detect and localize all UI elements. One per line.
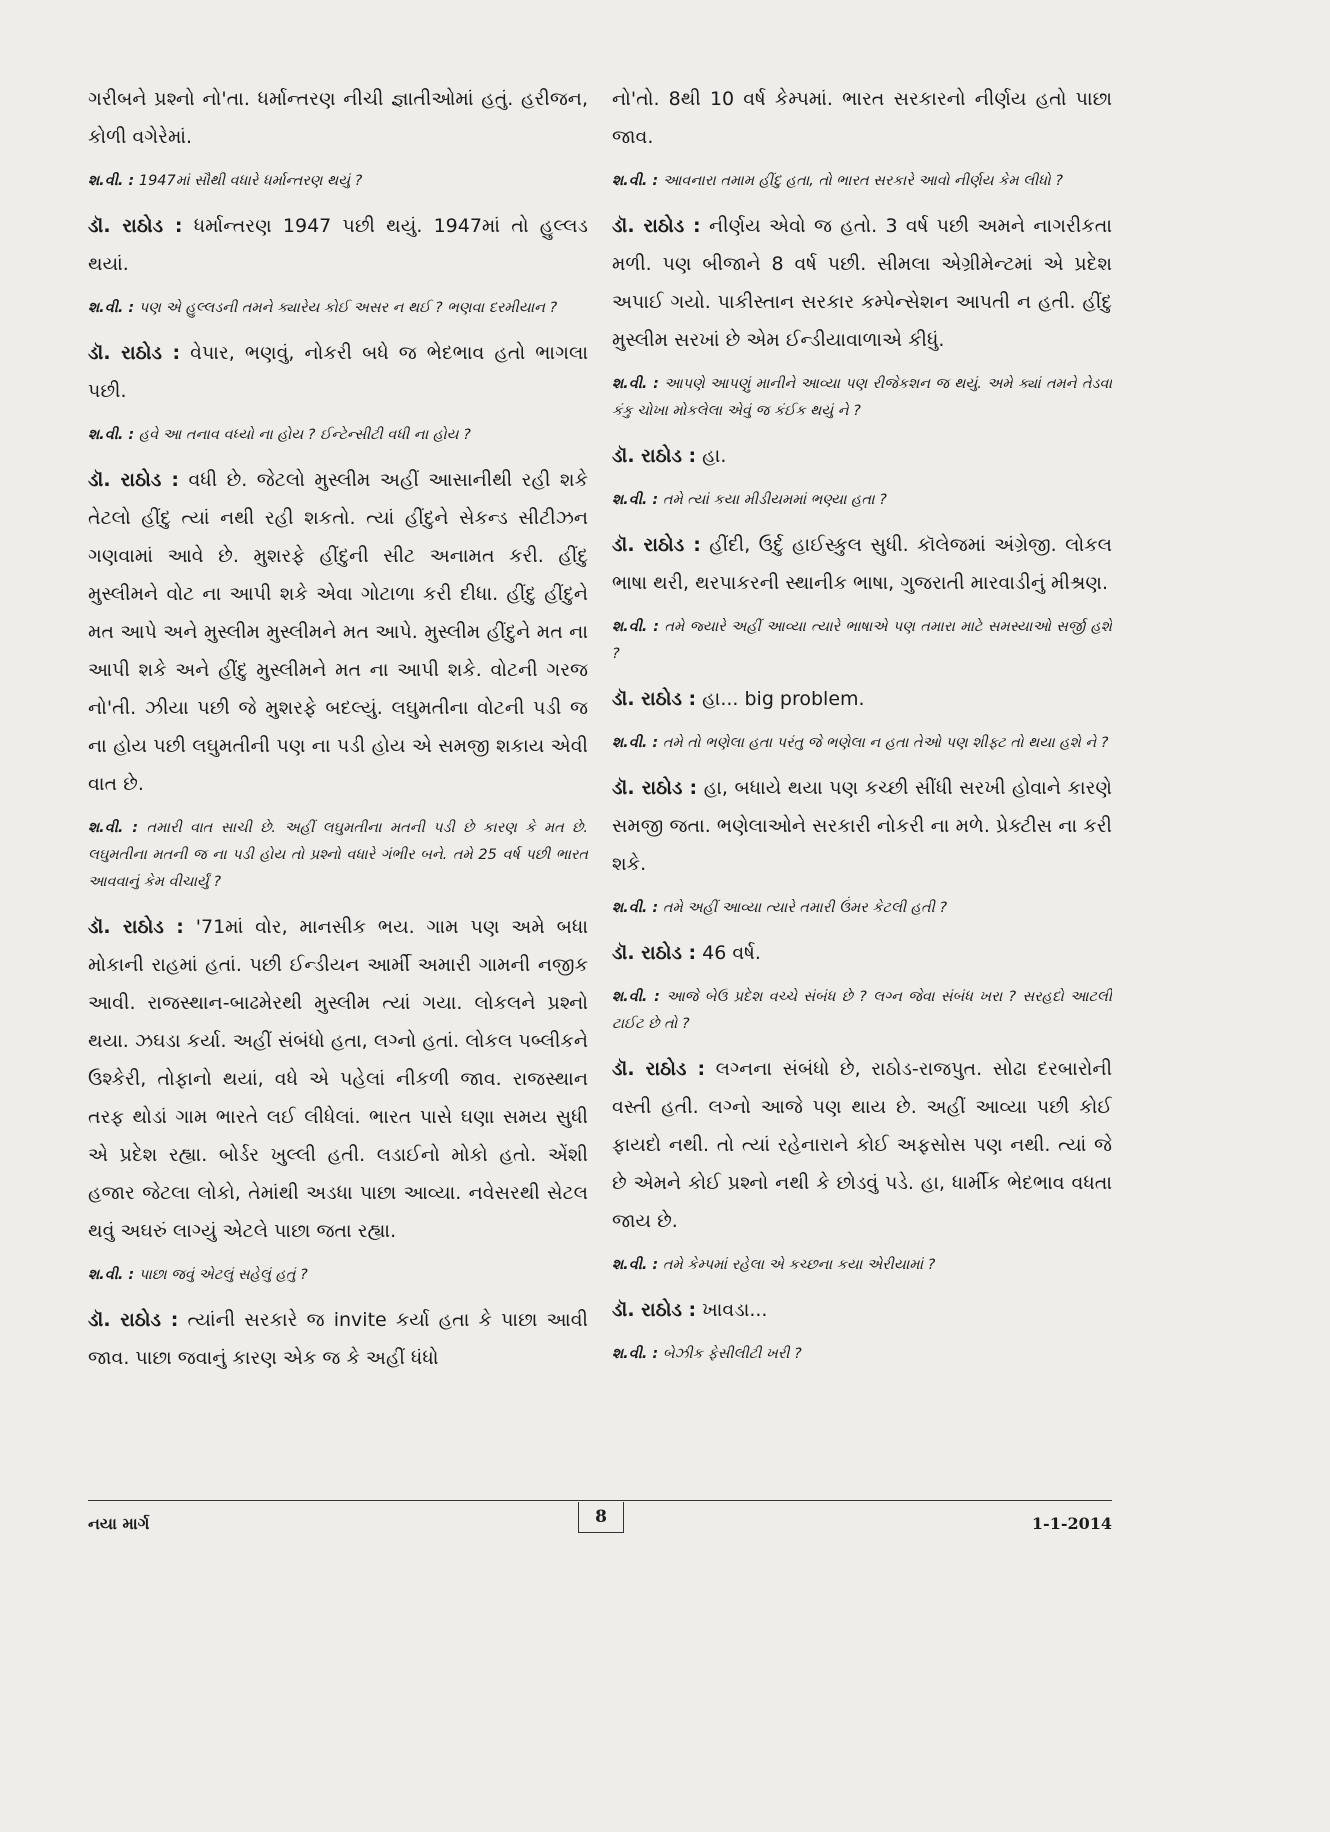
- paragraph-text: ખાવડા...: [702, 1299, 768, 1321]
- speaker-label: શ.વી. :: [612, 1257, 659, 1273]
- interview-question: [88, 815, 588, 896]
- paragraph-text: બેઝીક ફેસીલીટી ખરી ?: [662, 1346, 802, 1362]
- interview-answer: [88, 908, 588, 1250]
- magazine-name: નયા માર્ગ: [88, 1514, 150, 1533]
- interview-answer: [88, 80, 588, 156]
- interview-question: [88, 295, 588, 322]
- left-column: [88, 80, 588, 1490]
- speaker-label: શ.વી. :: [612, 619, 659, 635]
- interview-answer: [612, 526, 1112, 602]
- interview-answer: [612, 207, 1112, 359]
- interview-question: [612, 168, 1112, 195]
- interview-answer: [88, 1301, 588, 1377]
- speaker-label: ડૉ. રાઠોડ :: [88, 916, 184, 938]
- interview-question: [612, 730, 1112, 757]
- paragraph-text: નો'તો. 8થી 10 વર્ષ કેમ્પમાં. ભારત સરકારનો નીર્ણય હતો પાછા જાવ.: [612, 88, 1112, 148]
- interview-question: [88, 168, 588, 195]
- paragraph-text: આવનારા તમામ હીંદુ હતા, તો ભારત સરકારે આવો નીર્ણય કેમ લીધો ?: [662, 173, 1063, 189]
- interview-question: [88, 422, 588, 449]
- speaker-label: ડૉ. રાઠોડ :: [88, 469, 179, 491]
- speaker-label: શ.વી. :: [612, 492, 659, 508]
- speaker-label: ડૉ. રાઠોડ :: [612, 688, 697, 710]
- paragraph-text: તમે તો ભણેલા હતા પરંતુ જે ભણેલા ન હતા તેઓ પણ શીફ્ટ તો થયા હશે ને ?: [662, 735, 1109, 751]
- paragraph-text: આપણે આપણું માનીને આવ્યા પણ રીજેકશન જ થયું. અમે ક્યાં તમને તેડવા કંકુ ચોખા મોકલેલા એવું જ કંઈક થયું ને ?: [612, 376, 1112, 419]
- paragraph-text: તમે કેમ્પમાં રહેલા એ કચ્છના કયા એરીયામાં ?: [662, 1257, 936, 1273]
- speaker-label: ડૉ. રાઠોડ :: [88, 342, 181, 364]
- paragraph-text: નીર્ણય એવો જ હતો. 3 વર્ષ પછી અમને નાગરીકતા મળી. પણ બીજાને 8 વર્ષ પછી. સીમલા એગ્રીમેન્ટમાં એ પ્રદેશ અપાઈ ગયો. પાકીસ્તાન સરકાર કમ્પેન્સેશન આપતી ન હતી. હીંદુ મુસ્લીમ સરખાં છે એમ ઈન્ડીયાવાળાએ કીધું.: [612, 215, 1112, 351]
- speaker-label: શ.વી. :: [88, 173, 135, 189]
- paragraph-text: ગરીબને પ્રશ્નો નો'તા. ધર્માન્તરણ નીચી જ્ઞાતીઓમાં હતું. હરીજન, કોળી વગેરેમાં.: [88, 88, 588, 148]
- interview-answer: [612, 80, 1112, 156]
- paragraph-text: 1947માં સૌથી વધારે ધર્માન્તરણ થયું ?: [138, 173, 363, 189]
- speaker-label: શ.વી. :: [612, 376, 659, 392]
- paragraph-text: તમે ત્યાં કયા મીડીયમમાં ભણ્યા હતા ?: [662, 492, 887, 508]
- paragraph-text: 46 વર્ષ.: [702, 942, 761, 964]
- speaker-label: ડૉ. રાઠોડ :: [612, 215, 701, 237]
- paragraph-text: ધર્માન્તરણ 1947 પછી થયું. 1947માં તો હુલ્લડ થયાં.: [88, 215, 588, 275]
- speaker-label: ડૉ. રાઠોડ :: [612, 1058, 706, 1080]
- speaker-label: શ.વી. :: [612, 989, 660, 1005]
- interview-answer: [88, 334, 588, 410]
- interview-answer: [612, 680, 1112, 718]
- speaker-label: ડૉ. રાઠોડ :: [612, 777, 698, 799]
- paragraph-text: હીંદી, ઉર્દુ હાઈસ્કુલ સુધી. કૉલેજમાં અંગ્રેજી. લોકલ ભાષા થરી, થરપાકરની સ્થાનીક ભાષા, ગુજરાતી મારવાડીનું મીશ્રણ.: [612, 534, 1112, 594]
- speaker-label: ડૉ. રાઠોડ :: [88, 1309, 179, 1331]
- right-column: [612, 80, 1112, 1490]
- interview-question: [612, 614, 1112, 668]
- speaker-label: શ.વી. :: [612, 735, 659, 751]
- interview-question: [612, 984, 1112, 1038]
- paragraph-text: ત્યાંની સરકારે જ invite કર્યા હતા કે પાછા આવી જાવ. પાછા જવાનું કારણ એક જ કે અહીં ધંધો: [88, 1309, 588, 1369]
- paragraph-text: લગ્નના સંબંધો છે, રાઠોડ-રાજપુત. સોઢા દરબારોની વસ્તી હતી. લગ્નો આજે પણ થાય છે. અહીં આવ્યા પછી કોઈ ફાયદો નથી. તો ત્યાં રહેનારાને કોઈ અફસોસ પણ નથી. ત્યાં જે છે એમને કોઈ પ્રશ્નો નથી કે છોડવું પડે. હા, ધાર્મીક ભેદભાવ વધતા જાય છે.: [612, 1058, 1112, 1232]
- interview-question: [612, 371, 1112, 425]
- speaker-label: શ.વી. :: [612, 900, 659, 916]
- interview-question: [612, 1341, 1112, 1368]
- paragraph-text: હા, બધાયે થયા પણ કચ્છી સીંધી સરખી હોવાને કારણે સમજી જતા. ભણેલાઓને સરકારી નોકરી ના મળે. પ્રેક્ટીસ ના કરી શકે.: [612, 777, 1112, 875]
- speaker-label: શ.વી. :: [88, 427, 135, 443]
- paragraph-text: પાછા જવું એટલું સહેલું હતું ?: [138, 1267, 308, 1283]
- interview-answer: [612, 1050, 1112, 1240]
- page-number: 8: [578, 1502, 624, 1533]
- paragraph-text: તમારી વાત સાચી છે. અહીં લઘુમતીના મતની પડી છે કારણ કે મત છે. લઘુમતીના મતની જ ના પડી હોય તો પ્રશ્નો વધારે ગંભીર બને. તમે 25 વર્ષ પછી ભારત આવવાનું કેમ વીચાર્યું ?: [88, 820, 588, 890]
- issue-date: 1-1-2014: [1031, 1514, 1112, 1533]
- speaker-label: શ.વી. :: [612, 173, 659, 189]
- interview-answer: [612, 437, 1112, 475]
- interview-answer: [612, 769, 1112, 883]
- paragraph-text: હા... big problem.: [702, 688, 865, 710]
- speaker-label: ડૉ. રાઠોડ :: [612, 942, 697, 964]
- interview-question: [612, 487, 1112, 514]
- paragraph-text: તમે જ્યારે અહીં આવ્યા ત્યારે ભાષાએ પણ તમારા માટે સમસ્યાઓ સર્જી હશે ?: [612, 619, 1112, 662]
- paragraph-text: હા.: [702, 445, 727, 467]
- interview-answer: [88, 461, 588, 803]
- speaker-label: ડૉ. રાઠોડ :: [612, 534, 701, 556]
- paragraph-text: વેપાર, ભણવું, નોકરી બધે જ ભેદભાવ હતો ભાગલા પછી.: [88, 342, 588, 402]
- paragraph-text: આજે બેઉ પ્રદેશ વચ્ચે સંબંધ છે ? લગ્ન જેવા સંબંધ ખરા ? સરહદો આટલી ટાઈટ છે તો ?: [612, 989, 1112, 1032]
- interview-question: [612, 895, 1112, 922]
- speaker-label: ડૉ. રાઠોડ :: [612, 445, 697, 467]
- interview-answer: [88, 207, 588, 283]
- speaker-label: શ.વી. :: [88, 300, 135, 316]
- speaker-label: શ.વી. :: [88, 1267, 135, 1283]
- paragraph-text: હવે આ તનાવ વધ્યો ના હોય ? ઈન્ટેન્સીટી વધી ના હોય ?: [138, 427, 471, 443]
- speaker-label: ડૉ. રાઠોડ :: [88, 215, 183, 237]
- speaker-label: શ.વી. :: [88, 820, 139, 836]
- interview-question: [612, 1252, 1112, 1279]
- interview-answer: [612, 1291, 1112, 1329]
- paragraph-text: તમે અહીં આવ્યા ત્યારે તમારી ઉંમર કેટલી હતી ?: [662, 900, 948, 916]
- paragraph-text: '71માં વોર, માનસીક ભય. ગામ પણ અમે બધા મોકાની રાહમાં હતાં. પછી ઈન્ડીયન આર્મી અમારી ગામની નજીક આવી. રાજસ્થાન-બાઢમેરથી મુસ્લીમ ત્યાં ગયા. લોકલને પ્રશ્નો થયા. ઝઘડા કર્યા. અહીં સંબંધો હતા, લગ્નો હતાં. લોકલ પબ્લીકને ઉશ્કેરી, તોફાનો થયાં, વધે એ પહેલાં નીકળી જાવ. રાજસ્થાન તરફ થોડાં ગામ ભારતે લઈ લીધેલાં. ભારત પાસે ઘણા સમય સુધી એ પ્રદેશ રહ્યા. બોર્ડર ખુલ્લી હતી. લડાઈનો મોકો હતો. એંશી હજાર જેટલા લોકો, તેમાંથી અડધા પાછા આવ્યા. નવેસરથી સેટલ થવું અઘરું લાગ્યું એટલે પાછા જતા રહ્યા.: [88, 916, 588, 1242]
- paragraph-text: પણ એ હુલ્લડની તમને ક્યારેય કોઈ અસર ન થઈ ? ભણવા દરમીયાન ?: [138, 300, 558, 316]
- speaker-label: શ.વી. :: [612, 1346, 659, 1362]
- speaker-label: ડૉ. રાઠોડ :: [612, 1299, 697, 1321]
- interview-answer: [612, 934, 1112, 972]
- footer-rule: [88, 1500, 1112, 1501]
- paragraph-text: વધી છે. જેટલો મુસ્લીમ અહીં આસાનીથી રહી શકે તેટલો હીંદુ ત્યાં નથી રહી શકતો. ત્યાં હીંદુને સેકન્ડ સીટીઝન ગણવામાં આવે છે. મુશરફે હીંદુની સીટ અનામત કરી. હીંદુ મુસ્લીમને વોટ ના આપી શકે એવા ગોટાળા કરી દીધા. હીંદુ હીંદુને મત આપે અને મુસ્લીમ મુસ્લીમને મત આપે. મુસ્લીમ હીંદુને મત ના આપી શકે અને હીંદુ મુસ્લીમને મત ના આપી શકે. વોટની ગરજ નો'તી. ઝીયા પછી જે મુશરફે બદલ્યું. લઘુમતીના વોટની પડી જ ના હોય પછી લઘુમતીની પણ ના પડી હોય એ સમજી શકાય એવી વાત છે.: [88, 469, 588, 795]
- interview-question: [88, 1262, 588, 1289]
